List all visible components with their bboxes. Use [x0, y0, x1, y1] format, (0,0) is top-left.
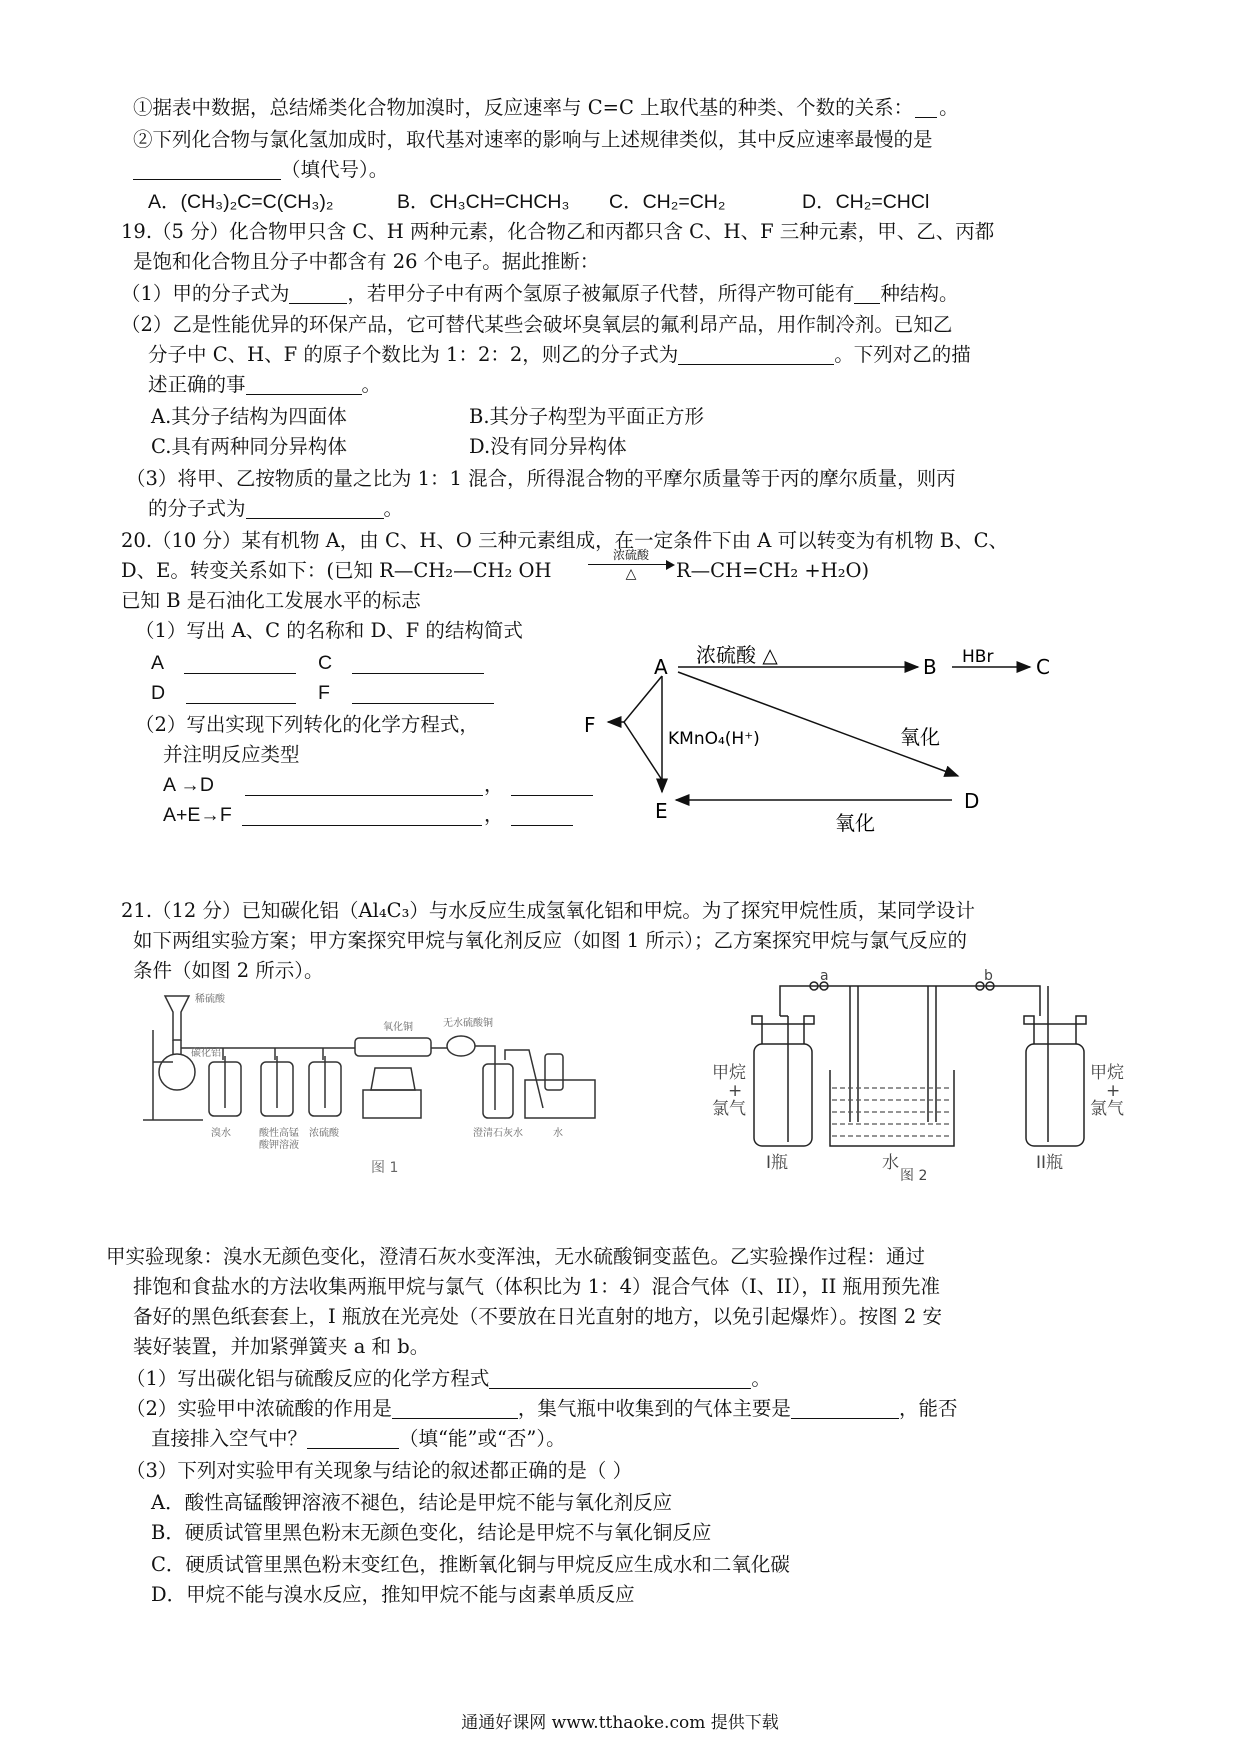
q18-sub1-text: ①据表中数据，总结烯类化合物加溴时，反应速率与 C=C 上取代基的种类、个数的关系：	[133, 96, 914, 119]
label-bromine-water: 溴水	[211, 1128, 231, 1139]
arrow-condition-bottom: △	[625, 566, 637, 582]
reaction-scheme-diagram	[584, 640, 1070, 835]
drying-tube	[447, 1036, 475, 1056]
gas-label-right-3: 氯气	[1090, 1099, 1124, 1119]
q18-option-d: D．CH₂=CHCl	[802, 191, 930, 213]
bottle-1-label: I瓶	[766, 1153, 789, 1173]
label-ae: KMnO₄(H⁺)	[668, 729, 760, 749]
q21-intro-3: 条件（如图 2 所示）。	[133, 959, 324, 982]
hard-glass-tube	[355, 1038, 431, 1056]
q20-part-1: （1）写出 A、C 的名称和 D、F 的结构简式	[135, 619, 523, 642]
q19-p1-text: （1）甲的分子式为	[121, 282, 290, 305]
q21-observation-4: 装好装置，并加紧弹簧夹 a 和 b。	[133, 1335, 430, 1358]
answer-blank[interactable]	[245, 775, 483, 796]
comma: ，	[484, 803, 504, 826]
q21-p1-end: 。	[751, 1367, 771, 1390]
q21-observation-3: 备好的黑色纸套套上，I 瓶放在光亮处（不要放在日光直射的地方，以免引起爆炸）。按图 2 安	[133, 1305, 942, 1328]
answer-blank[interactable]	[289, 283, 347, 304]
figure-1-caption: 图 1	[371, 1160, 399, 1176]
q21-p2-text-2: ，集气瓶中收集到的气体主要是	[517, 1397, 791, 1420]
q19-intro-2: 是饱和化合物且分子中都含有 26 个电子。据此推断：	[133, 250, 600, 273]
q19-p3-text: 的分子式为	[148, 497, 246, 520]
answer-blank[interactable]	[242, 805, 482, 826]
answer-blank[interactable]	[489, 1368, 751, 1389]
q21-p2-text-3: ，能否	[898, 1397, 958, 1420]
q21-p1-text: （1）写出碳化铝与硫酸反应的化学方程式	[126, 1367, 490, 1390]
label-ad: 氧化	[900, 725, 940, 749]
answer-blank[interactable]	[791, 1398, 899, 1419]
answer-blank[interactable]	[915, 97, 937, 118]
q20-part-2: （2）写出实现下列转化的化学方程式，	[135, 713, 479, 736]
q20-reaction-reactant: D、E。转变关系如下：(已知 R—CH₂—CH₂ OH	[121, 559, 552, 582]
alcohol-lamp	[371, 1068, 415, 1090]
q21-part-3: （3）下列对实验甲有关现象与结论的叙述都正确的是（ ）	[126, 1459, 633, 1482]
q21-option-a: A．酸性高锰酸钾溶液不褪色，结论是甲烷不能与氧化剂反应	[151, 1491, 673, 1514]
clamp-a-label: a	[820, 968, 829, 984]
q20-reaction-product: R—CH=CH₂ +H₂O)	[676, 559, 870, 582]
q18-sub2-line2	[133, 156, 388, 184]
answer-blank[interactable]	[307, 1428, 399, 1449]
q20-equation-1	[163, 771, 214, 799]
q21-option-b: B．硬质试管里黑色粉末无颜色变化，结论是甲烷不与氧化铜反应	[151, 1521, 712, 1544]
answer-blank[interactable]	[352, 653, 484, 674]
node-d: D	[964, 789, 980, 813]
gas-label-right-2: +	[1106, 1081, 1121, 1101]
label-d: D	[151, 682, 166, 704]
gas-label-left-3: 氯气	[712, 1099, 746, 1119]
water-trough	[525, 1080, 595, 1118]
q19-p2-text-3: 述正确的事	[148, 373, 246, 396]
q19-part-3-line2	[148, 495, 403, 523]
q21-option-d: D．甲烷不能与溴水反应，推知甲烷不能与卤素单质反应	[151, 1583, 635, 1606]
label-kmno4-line2: 酸钾溶液	[259, 1140, 299, 1151]
label-conc-sulfuric: 浓硫酸	[309, 1128, 339, 1139]
q18-sub1-end: 。	[939, 96, 959, 119]
figure-2-caption: 图 2	[900, 1168, 928, 1184]
q20-part-2-line2: 并注明反应类型	[163, 743, 300, 766]
q19-p2-text-2: 。下列对乙的描	[834, 343, 971, 366]
node-a: A	[654, 655, 668, 679]
label-c: C	[318, 652, 333, 674]
page-footer: 通通好课网 www.tthaoke.com 提供下载	[461, 1713, 779, 1733]
label-anhydrous-cuso4: 无水硫酸铜	[443, 1018, 493, 1029]
answer-blank[interactable]	[678, 344, 834, 365]
q21-observation-1: 甲实验现象：溴水无颜色变化，澄清石灰水变浑浊，无水硫酸铜变蓝色。乙实验操作过程：通过	[106, 1245, 926, 1268]
gas-label-left-1: 甲烷	[712, 1063, 746, 1083]
q19-p3-end: 。	[383, 497, 404, 520]
gas-label-left-2: +	[728, 1081, 743, 1101]
q20-intro-1: 20.（10 分）某有机物 A，由 C、H、O 三种元素组成，在一定条件下由 A 可以转变为有机物 B、C、	[121, 529, 1009, 552]
q19-part-3: （3）将甲、乙按物质的量之比为 1：1 混合，所得混合物的平摩尔质量等于丙的摩尔质量，则丙	[126, 467, 956, 490]
q19-option-a: A.其分子结构为四面体	[151, 405, 347, 428]
q21-option-c: C．硬质试管里黑色粉末变红色，推断氧化铜与甲烷反应生成水和二氧化碳	[151, 1553, 790, 1576]
round-bottom-flask	[159, 1054, 195, 1090]
node-b: B	[923, 655, 937, 679]
q18-sub2: ②下列化合物与氯化氢加成时，取代基对速率的影响与上述规律类似，其中反应速率最慢的是	[133, 128, 933, 151]
label-carbide: 碳化铝	[191, 1048, 221, 1059]
separatory-funnel	[165, 996, 189, 1040]
bottle-2	[1026, 1044, 1084, 1146]
eq1-label: A →D	[163, 774, 214, 796]
answer-blank[interactable]	[246, 374, 362, 395]
answer-blank[interactable]	[184, 653, 296, 674]
q18-option-a: A．(CH₃)₂C=C(CH₃)₂	[148, 191, 334, 213]
q19-option-c: C.具有两种同分异构体	[151, 435, 347, 458]
label-de: 氧化	[835, 811, 875, 835]
clamp-b-label: b	[984, 968, 993, 984]
q20-blank-c	[318, 649, 332, 677]
gas-outlet-tube	[505, 1050, 543, 1108]
q21-part-1	[126, 1365, 771, 1393]
answer-blank[interactable]	[133, 159, 281, 180]
q21-p2-hint: （填“能”或“否”）。	[399, 1427, 566, 1450]
q18-option-b: B．CH₃CH=CHCH₃	[397, 191, 570, 213]
q20-intro-2	[121, 557, 552, 585]
lime-water-bottle	[483, 1064, 513, 1118]
q21-part-2-line2	[151, 1425, 566, 1453]
arrow-ae-to-f	[608, 676, 662, 780]
q19-part-2: （2）乙是性能优异的环保产品，它可替代某些会破坏臭氧层的氟利昂产品，用作制冷剂。已知乙	[121, 313, 953, 336]
water-label: 水	[882, 1153, 899, 1173]
answer-blank[interactable]	[511, 805, 573, 826]
label-ab: 浓硫酸 △	[696, 643, 778, 667]
q18-option-c: C．CH₂=CH₂	[609, 191, 726, 213]
comma: ，	[484, 773, 504, 796]
arrow-line	[588, 564, 670, 565]
q19-part-2-line3	[148, 371, 381, 399]
node-c: C	[1036, 655, 1050, 679]
q21-p2-text-4: 直接排入空气中？	[151, 1427, 308, 1450]
q19-part-2-line2	[148, 341, 971, 369]
bottle-1-stopper	[752, 1016, 814, 1044]
answer-blank[interactable]	[246, 498, 384, 519]
q19-p2-text: 分子中 C、H、F 的原子个数比为 1：2：2，则乙的分子式为	[148, 343, 679, 366]
answer-blank[interactable]	[392, 1398, 518, 1419]
connecting-tube-top	[780, 986, 1040, 1016]
q20-blank-f	[318, 679, 330, 707]
answer-blank[interactable]	[186, 683, 296, 704]
arrow-a-to-d	[678, 672, 958, 776]
q19-p1-text-3: 种结构。	[880, 282, 959, 305]
bottle-2-label: II瓶	[1036, 1153, 1064, 1173]
gas-label-right-1: 甲烷	[1090, 1063, 1124, 1083]
q19-option-b: B.其分子构型为平面正方形	[469, 405, 705, 428]
answer-blank[interactable]	[511, 775, 593, 796]
figure-2-apparatus	[712, 968, 1138, 1184]
q19-p2-end: 。	[361, 373, 382, 396]
q21-p2-text: （2）实验甲中浓硫酸的作用是	[126, 1397, 392, 1420]
label-lime-water: 澄清石灰水	[473, 1128, 523, 1139]
eq2-label: A+E→F	[163, 804, 232, 826]
collection-bottle	[545, 1054, 563, 1090]
answer-blank[interactable]	[854, 283, 880, 304]
q21-part-2	[126, 1395, 957, 1423]
label-dilute-acid: 稀硫酸	[195, 994, 225, 1005]
label-bc: HBr	[962, 647, 994, 667]
q18-fill-hint: （填代号）。	[281, 158, 389, 181]
lamp-base	[363, 1090, 421, 1118]
q20-intro-3: 已知 B 是石油化工发展水平的标志	[121, 589, 421, 612]
arrow-condition-top: 浓硫酸	[612, 548, 649, 562]
q20-blank-a	[151, 649, 164, 677]
q19-part-1	[121, 280, 958, 308]
reaction-arrow	[588, 548, 674, 584]
label-water: 水	[553, 1128, 563, 1139]
node-e: E	[655, 799, 668, 823]
label-kmno4-line1: 酸性高锰	[259, 1128, 299, 1139]
label-copper-oxide: 氧化铜	[383, 1022, 413, 1033]
q20-blank-d	[151, 679, 165, 707]
q18-sub1	[133, 94, 959, 122]
q19-intro-1: 19.（5 分）化合物甲只含 C、H 两种元素，化合物乙和丙都只含 C、H、F 三种元素，甲、乙、丙都	[121, 220, 995, 243]
bottle-1	[754, 1044, 812, 1146]
q20-equation-2	[163, 801, 232, 829]
q19-option-d: D.没有同分异构体	[469, 435, 627, 458]
q21-intro-2: 如下两组实验方案；甲方案探究甲烷与氧化剂反应（如图 1 所示）；乙方案探究甲烷与氯气反应的	[133, 929, 968, 952]
q19-p1-text-2: ，若甲分子中有两个氢原子被氟原子代替，所得产物可能有	[347, 282, 855, 305]
answer-blank[interactable]	[352, 683, 494, 704]
label-f: F	[318, 682, 330, 704]
label-a: A	[151, 652, 165, 674]
node-f: F	[584, 713, 596, 737]
q21-observation-2: 排饱和食盐水的方法收集两瓶甲烷与氯气（体积比为 1：4）混合气体（I、II），II 瓶用预先准	[133, 1275, 940, 1298]
figure-1-apparatus	[143, 990, 663, 1180]
bottle-2-stopper	[1024, 1016, 1086, 1044]
q21-intro-1: 21.（12 分）已知碳化铝（Al₄C₃）与水反应生成氢氧化铝和甲烷。为了探究甲烷性质，某同学设计	[121, 899, 975, 922]
